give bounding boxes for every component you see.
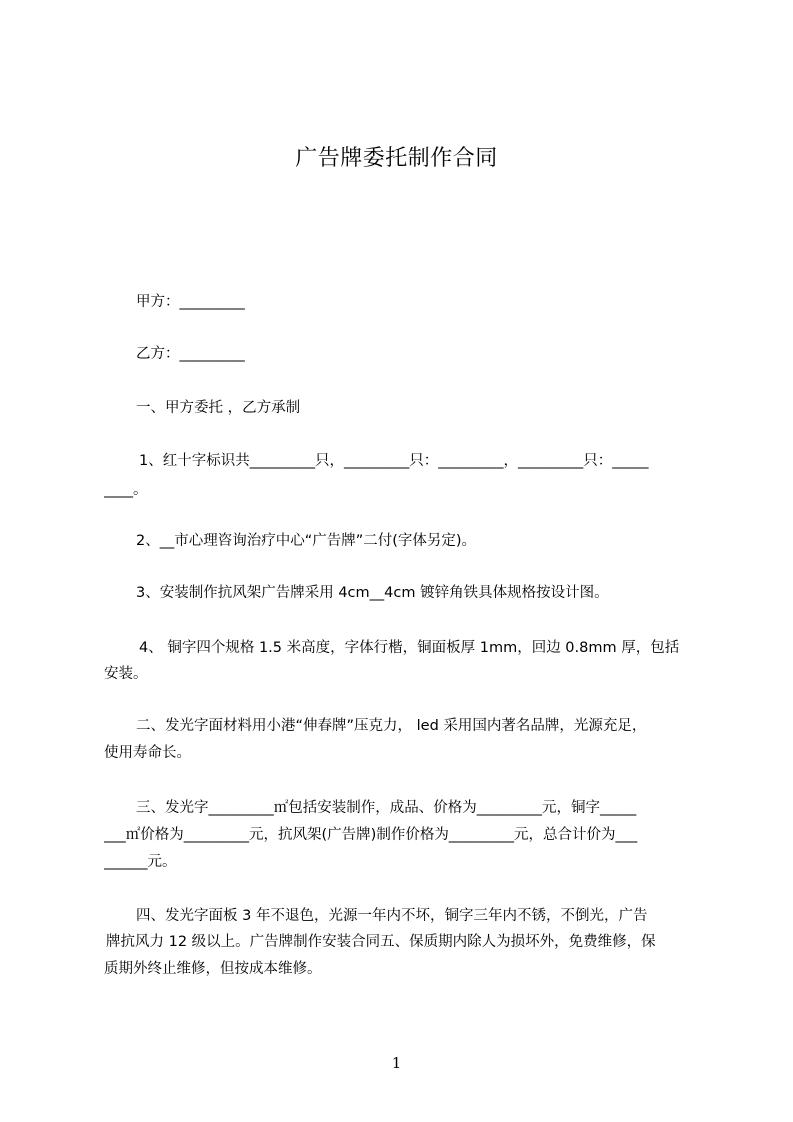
item-3-line: 3、安装制作抗风架广告牌采用 4cm__4cm 镀锌角铁具体规格按设计图。 [136, 585, 609, 601]
contract-title: 广告牌委托制作合同 [295, 146, 498, 171]
section-2-line-1: 二、发光字面材料用小港“伸春牌”压克力， led 采用国内著名品牌，光源充足， [136, 718, 647, 734]
section-4-line-2: 牌抗风力 12 级以上。广告牌制作安装合同五、保质期内除人为损坏外，免费维修，保 [106, 934, 656, 950]
item-1-line-1: 1、红十字标识共_________只，_________只：_________，_________只：_____ [139, 453, 649, 469]
party-a-line: 甲方：_________ [136, 294, 245, 310]
section-3-line-2: ___㎡价格为_________元，抗风架(广告牌)制作价格为_________元，总合计价为___ [104, 827, 638, 843]
item-2-line: 2、__市心理咨询治疗中心“广告牌”二付(字体另定)。 [136, 533, 477, 549]
page-number: 1 [391, 1054, 402, 1072]
section-3-line-1: 三、发光字_________㎡包括安装制作，成品、价格为_________元，铜字_____ [136, 800, 637, 816]
section-4-line-3: 质期外终止维修，但按成本维修。 [104, 961, 322, 977]
section-3-line-3: ______元。 [104, 854, 177, 870]
item-1-line-2: ____。 [104, 482, 148, 498]
section-4-line-1: 四、发光字面板 3 年不退色，光源一年内不坏，铜字三年内不锈，不倒光，广告 [136, 908, 648, 924]
section-1-heading: 一、甲方委托 ，乙方承制 [136, 400, 301, 416]
item-4-line-2: 安装。 [104, 666, 148, 682]
section-2-line-2: 使用寿命长。 [104, 745, 191, 761]
party-b-line: 乙方：_________ [136, 346, 245, 362]
item-4-line-1: 4、 铜字四个规格 1.5 米高度，字体行楷，铜面板厚 1mm，回边 0.8mm 厚，包括 [139, 640, 680, 656]
